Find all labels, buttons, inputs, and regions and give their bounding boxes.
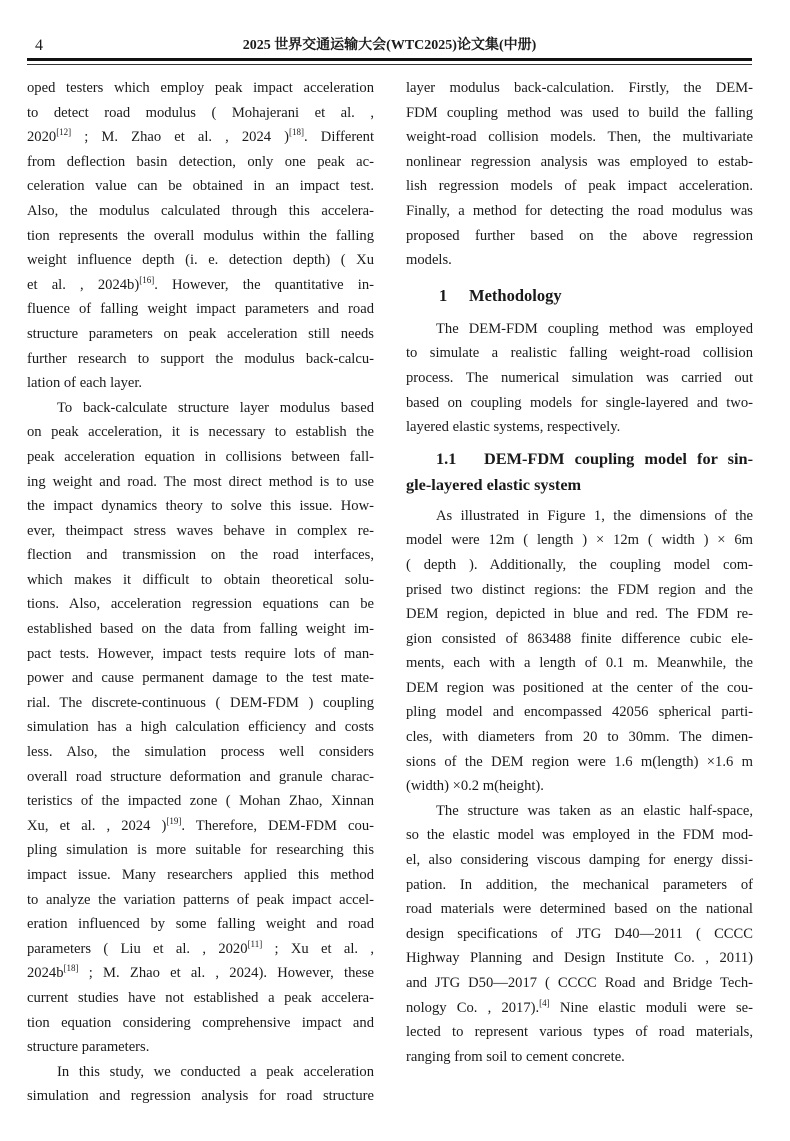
intro-paragraph-2	[27, 396, 374, 1060]
text-line: nonlinear regression analysis was employed to estab-	[406, 153, 753, 170]
subsection-heading-1-1	[406, 446, 753, 498]
text-line: models.	[406, 252, 452, 269]
citation-ref[interactable]: [18]	[289, 127, 305, 138]
text-line: teristics of the impacted zone ( Mohan Zhao, Xinnan	[27, 793, 374, 810]
text-line: sions of the DEM region were 1.6 m(length) ×1.6 m	[406, 753, 753, 770]
text-line: less. Also, the simulation process well considers	[27, 744, 374, 761]
text-line: simulation and regression analysis for road structure	[27, 1088, 374, 1105]
text-line: to analyze the variation patterns of peak impact accel-	[27, 891, 374, 908]
text-line: impact issue. Many researchers applied this method	[27, 867, 374, 883]
text-line: parameters ( Liu et al. , 2020[11] ; Xu et al. ,	[27, 938, 374, 957]
text-line: overall road structure deformation and granule charac-	[27, 768, 374, 785]
citation-ref[interactable]: [19]	[166, 815, 182, 826]
text-line: ranging from soil to cement concrete.	[406, 1048, 625, 1065]
text-line: layered elastic systems, respectively.	[406, 419, 621, 436]
header-rule-thick	[27, 58, 752, 61]
text-line: Finally, a method for detecting the road modulus was	[406, 202, 753, 219]
text-line: so the elastic model was employed in the FDM mod-	[406, 827, 753, 844]
text-line: ing weight and road. The most direct method is to use	[27, 473, 374, 490]
material-parameters-paragraph	[406, 799, 753, 1070]
text-line: pation. In addition, the mechanical parameters of	[406, 876, 753, 893]
text-line: cles, with diameters from 20 to 30mm. The dimen-	[406, 729, 753, 746]
page-number: 4	[35, 37, 43, 54]
text-line: weight influence depth (i. e. detection depth) ( Xu	[27, 252, 374, 269]
text-line: 2020[12] ; M. Zhao et al. , 2024 )[18]. Different	[27, 127, 375, 146]
text-line: ( depth ). Additionally, the coupling model com-	[406, 556, 753, 573]
text-line: structure parameters on peak acceleration still needs	[27, 325, 374, 342]
text-line: nology Co. , 2017).[4] Nine elastic moduli were se-	[406, 997, 753, 1016]
text-line: celeration value can be obtained in an impact test.	[27, 178, 374, 195]
text-line: Xu, et al. , 2024 )[19]. Therefore, DEM-FDM cou-	[27, 815, 374, 834]
text-line: based on coupling models for single-layered and two-	[406, 394, 753, 411]
text-line: Also, the modulus calculated through this accelera-	[27, 202, 374, 219]
citation-ref[interactable]: [12]	[56, 127, 72, 138]
text-line: rial. The discrete-continuous ( DEM-FDM ) coupling	[27, 694, 374, 711]
text-line: process. The numerical simulation was carried out	[406, 369, 753, 386]
text-line: pact tests. However, impact tests require lots of man-	[27, 645, 374, 662]
text-line: power and cause permanent damage to the test mate-	[27, 670, 374, 687]
methodology-paragraph	[406, 317, 753, 440]
subsection-title-line-1	[406, 446, 753, 472]
text-line: design specifications of JTG D40—2011 ( CCCC	[406, 925, 753, 942]
text-line: ments, each with a length of 0.1 m. Meanwhile, the	[406, 655, 753, 672]
text-line: Highway Planning and Design Institute Co. , 2011)	[406, 950, 753, 967]
text-line: DEM region was positioned at the center of the cou-	[406, 679, 753, 696]
journal-title: 2025 世界交通运输大会(WTC2025)论文集(中册)	[242, 38, 537, 53]
right-column	[406, 76, 753, 1069]
subsection-title-line-2: gle-layered elastic system	[406, 474, 582, 494]
text-line: from deflection basin detection, only one peak ac-	[27, 153, 374, 170]
text-line: proposed further based on the above regression	[406, 227, 753, 244]
intro-paragraph-3	[27, 1060, 374, 1109]
text-line: pling model and encompassed 42056 spherical parti-	[406, 704, 753, 721]
intro-paragraph-1	[27, 76, 374, 396]
text-line: oped testers which employ peak impact acceleration	[27, 80, 374, 96]
text-line: tion represents the overall modulus within the falling	[27, 227, 374, 244]
text-line: lish regression models of peak impact acceleration.	[406, 178, 753, 195]
citation-ref[interactable]: [11]	[247, 938, 263, 949]
text-line: fluence of falling weight impact parameters and road	[27, 301, 374, 318]
text-line: DEM region, depicted in blue and red. The FDM re-	[406, 606, 753, 623]
text-line: lected to represent various types of road materials,	[406, 1024, 753, 1041]
intro-paragraph-3-continued	[406, 76, 753, 273]
text-line: eration influenced by some falling weight and road	[27, 916, 374, 933]
text-line: flection and transmission on the road interfaces,	[27, 547, 374, 564]
section-heading-methodology	[406, 284, 753, 308]
text-line: The structure was taken as an elastic half-space,	[436, 802, 753, 819]
header-rule-thin	[27, 64, 752, 65]
text-line: established based on the data from falling weight im-	[27, 621, 374, 638]
text-line: further research to support the modulus back-calcu-	[27, 350, 374, 367]
text-line: FDM coupling method was used to build the falling	[406, 104, 753, 121]
citation-ref[interactable]: [18]	[63, 963, 79, 974]
text-line: tion equation considering comprehensive impact and	[27, 1014, 374, 1031]
text-line: prised two distinct regions: the FDM region and the	[406, 581, 753, 598]
text-line: and JTG D50—2017 ( CCCC Road and Bridge Tech-	[406, 975, 753, 991]
section-title: Methodology	[469, 285, 562, 305]
text-line: weight-road collision models. Then, the multivariate	[406, 129, 753, 146]
text-line: which makes it difficult to obtain theoretical solu-	[27, 571, 374, 588]
text-line: to detect road modulus ( Mohajerani et al. ,	[27, 104, 374, 121]
text-line: simulation has a high calculation efficiency and costs	[27, 719, 374, 736]
text-line: (width) ×0.2 m(height).	[406, 778, 544, 795]
text-line: tions. Also, acceleration regression equations can be	[27, 596, 374, 613]
text-line: peak acceleration equation in collisions between fall-	[27, 448, 374, 465]
subsection-title-part-1: DEM-FDM coupling model for sin-	[484, 448, 753, 468]
text-line: current studies have not established a peak accelera-	[27, 989, 374, 1006]
text-line: pling simulation is more suitable for researching this	[27, 842, 374, 859]
text-line: the impact dynamics theory to solve this issue. How-	[27, 498, 374, 515]
text-line: In this study, we conducted a peak acceleration	[57, 1063, 374, 1080]
text-line: on peak acceleration, it is necessary to establish the	[27, 424, 374, 441]
text-line: The DEM-FDM coupling method was employed	[436, 320, 753, 337]
text-line: to simulate a realistic falling weight-road collision	[406, 345, 753, 362]
text-line: 2024b[18] ; M. Zhao et al. , 2024). However, these	[27, 963, 374, 982]
text-line: model were 12m ( length ) × 12m ( width ) × 6m	[406, 532, 753, 549]
text-line: ever, theimpact stress waves behave in complex re-	[27, 522, 374, 539]
text-line: road materials were determined based on the national	[406, 901, 753, 918]
text-line: el, also considering viscous damping for energy dissi-	[406, 852, 753, 869]
text-line: As illustrated in Figure 1, the dimensions of the	[436, 507, 753, 524]
citation-ref[interactable]: [16]	[139, 274, 155, 285]
citation-ref[interactable]: [4]	[539, 997, 550, 1008]
text-line: layer modulus back-calculation. Firstly, the DEM-	[406, 80, 753, 96]
model-dimensions-paragraph	[406, 504, 753, 799]
section-number: 1	[439, 285, 448, 305]
text-line: lation of each layer.	[27, 375, 143, 392]
text-line: gion consisted of 863488 finite difference cubic ele-	[406, 630, 753, 647]
text-line: structure parameters.	[27, 1039, 150, 1056]
text-line: To back-calculate structure layer modulus based	[57, 399, 374, 416]
text-line: et al. , 2024b)[16]. However, the quantitative in-	[27, 274, 374, 293]
subsection-number: 1.1	[436, 448, 457, 468]
left-column	[27, 76, 374, 1109]
